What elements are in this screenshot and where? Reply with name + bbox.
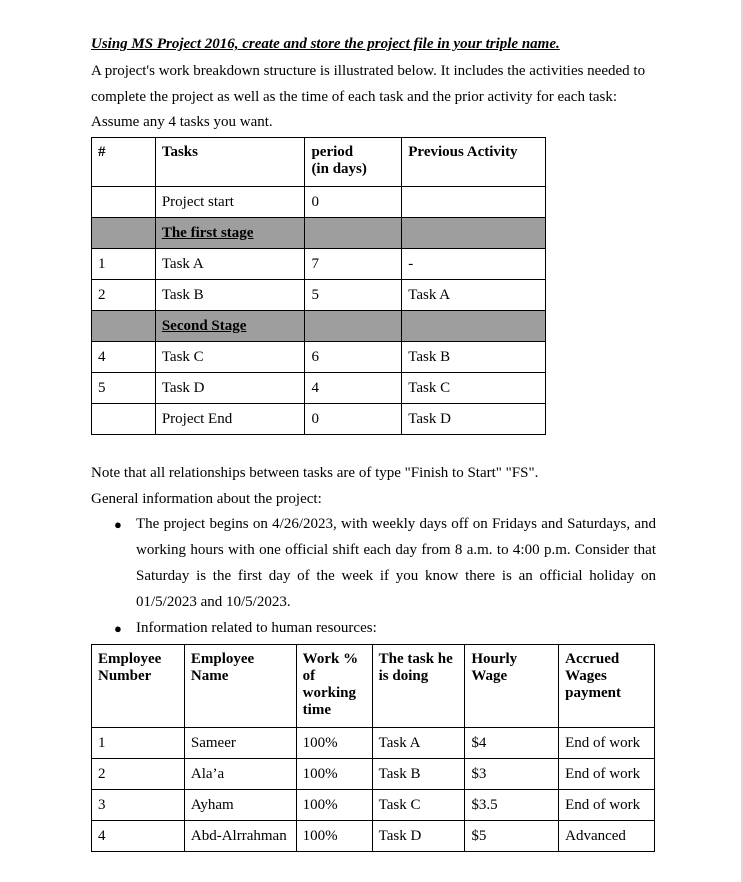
table-row — [92, 821, 655, 852]
header-cell: The task he is doing — [372, 645, 465, 728]
hourly-wage: $3 — [465, 759, 559, 790]
schedule-paragraph: The project begins on 4/26/2023, with weekly days off on Fridays and Saturdays, and working hours with one official shift each day from 8 a.m. to 4:00 p.m. Consider that Saturday is the first day of the week if you know there is an official holiday on 01/5/2023 and 10/5/2023. — [136, 516, 656, 610]
table-row — [92, 280, 546, 311]
intro-line-1: A project's work breakdown structure is illustrated below. It includes the activities needed to — [91, 63, 646, 79]
work-percent: 100% — [296, 790, 372, 821]
row-number: 1 — [92, 249, 156, 280]
task-period: 7 — [305, 249, 402, 280]
previous-activity: - — [402, 249, 546, 280]
previous-activity: Task D — [402, 404, 546, 435]
task-name: Task A — [155, 249, 305, 280]
header-cell: Employee Number — [92, 645, 185, 728]
table-row — [92, 728, 655, 759]
table-row — [92, 790, 655, 821]
header-cell: period (in days) — [305, 138, 402, 187]
employee-number: 4 — [92, 821, 185, 852]
note-text: Note that all relationships between tasks are of type "Finish to Start" "FS". — [91, 465, 539, 481]
hourly-wage: $5 — [465, 821, 559, 852]
employee-table-header — [92, 645, 655, 728]
general-info-heading: General information about the project: — [91, 491, 322, 507]
task-period: 6 — [305, 342, 402, 373]
employee-number: 1 — [92, 728, 185, 759]
assigned-task: Task B — [372, 759, 465, 790]
work-percent: 100% — [296, 821, 372, 852]
table-row — [92, 404, 546, 435]
row-number — [92, 404, 156, 435]
task-period — [305, 218, 402, 249]
work-percent: 100% — [296, 759, 372, 790]
task-period: 0 — [305, 187, 402, 218]
bullet-icon: ● — [114, 517, 122, 532]
task-name: Task D — [155, 373, 305, 404]
row-number — [92, 218, 156, 249]
hr-info-heading: Information related to human resources: — [136, 620, 377, 636]
previous-activity: Task B — [402, 342, 546, 373]
hourly-wage: $3.5 — [465, 790, 559, 821]
assigned-task: Task C — [372, 790, 465, 821]
task-name: Task B — [155, 280, 305, 311]
bullet-icon: ● — [114, 621, 122, 636]
header-cell: Work % of working time — [296, 645, 372, 728]
header-cell: Hourly Wage — [465, 645, 559, 728]
assigned-task: Task D — [372, 821, 465, 852]
assignment-title: Using MS Project 2016, create and store the project file in your triple name. — [91, 36, 560, 52]
work-percent: 100% — [296, 728, 372, 759]
assigned-task: Task A — [372, 728, 465, 759]
task-name: Project start — [155, 187, 305, 218]
payment-type: End of work — [559, 790, 655, 821]
employee-number: 3 — [92, 790, 185, 821]
task-period: 5 — [305, 280, 402, 311]
table-row — [92, 373, 546, 404]
payment-type: Advanced — [559, 821, 655, 852]
task-period: 0 — [305, 404, 402, 435]
row-number — [92, 187, 156, 218]
employee-name: Abd-Alrrahman — [184, 821, 296, 852]
previous-activity — [402, 187, 546, 218]
task-name: Second Stage — [155, 311, 305, 342]
header-cell: # — [92, 138, 156, 187]
employee-name: Ayham — [184, 790, 296, 821]
employee-table — [91, 644, 655, 852]
payment-type: End of work — [559, 759, 655, 790]
employee-number: 2 — [92, 759, 185, 790]
previous-activity: Task C — [402, 373, 546, 404]
task-table-header — [92, 138, 546, 187]
table-row — [92, 759, 655, 790]
table-row — [92, 342, 546, 373]
header-cell: Tasks — [155, 138, 305, 187]
intro-line-2: complete the project as well as the time of each task and the prior activity for each task: — [91, 89, 618, 105]
stage-row — [92, 218, 546, 249]
task-name: Project End — [155, 404, 305, 435]
table-row — [92, 249, 546, 280]
header-cell: Accrued Wages payment — [559, 645, 655, 728]
hourly-wage: $4 — [465, 728, 559, 759]
employee-name: Sameer — [184, 728, 296, 759]
task-table — [91, 137, 546, 435]
previous-activity: Task A — [402, 280, 546, 311]
task-period: 4 — [305, 373, 402, 404]
stage-row — [92, 311, 546, 342]
table-row — [92, 187, 546, 218]
previous-activity — [402, 218, 546, 249]
task-name: The first stage — [155, 218, 305, 249]
header-cell: Employee Name — [184, 645, 296, 728]
task-period — [305, 311, 402, 342]
previous-activity — [402, 311, 546, 342]
row-number: 4 — [92, 342, 156, 373]
row-number: 5 — [92, 373, 156, 404]
row-number: 2 — [92, 280, 156, 311]
header-cell: Previous Activity — [402, 138, 546, 187]
payment-type: End of work — [559, 728, 655, 759]
task-name: Task C — [155, 342, 305, 373]
row-number — [92, 311, 156, 342]
intro-line-3: Assume any 4 tasks you want. — [91, 114, 273, 130]
employee-name: Ala’a — [184, 759, 296, 790]
